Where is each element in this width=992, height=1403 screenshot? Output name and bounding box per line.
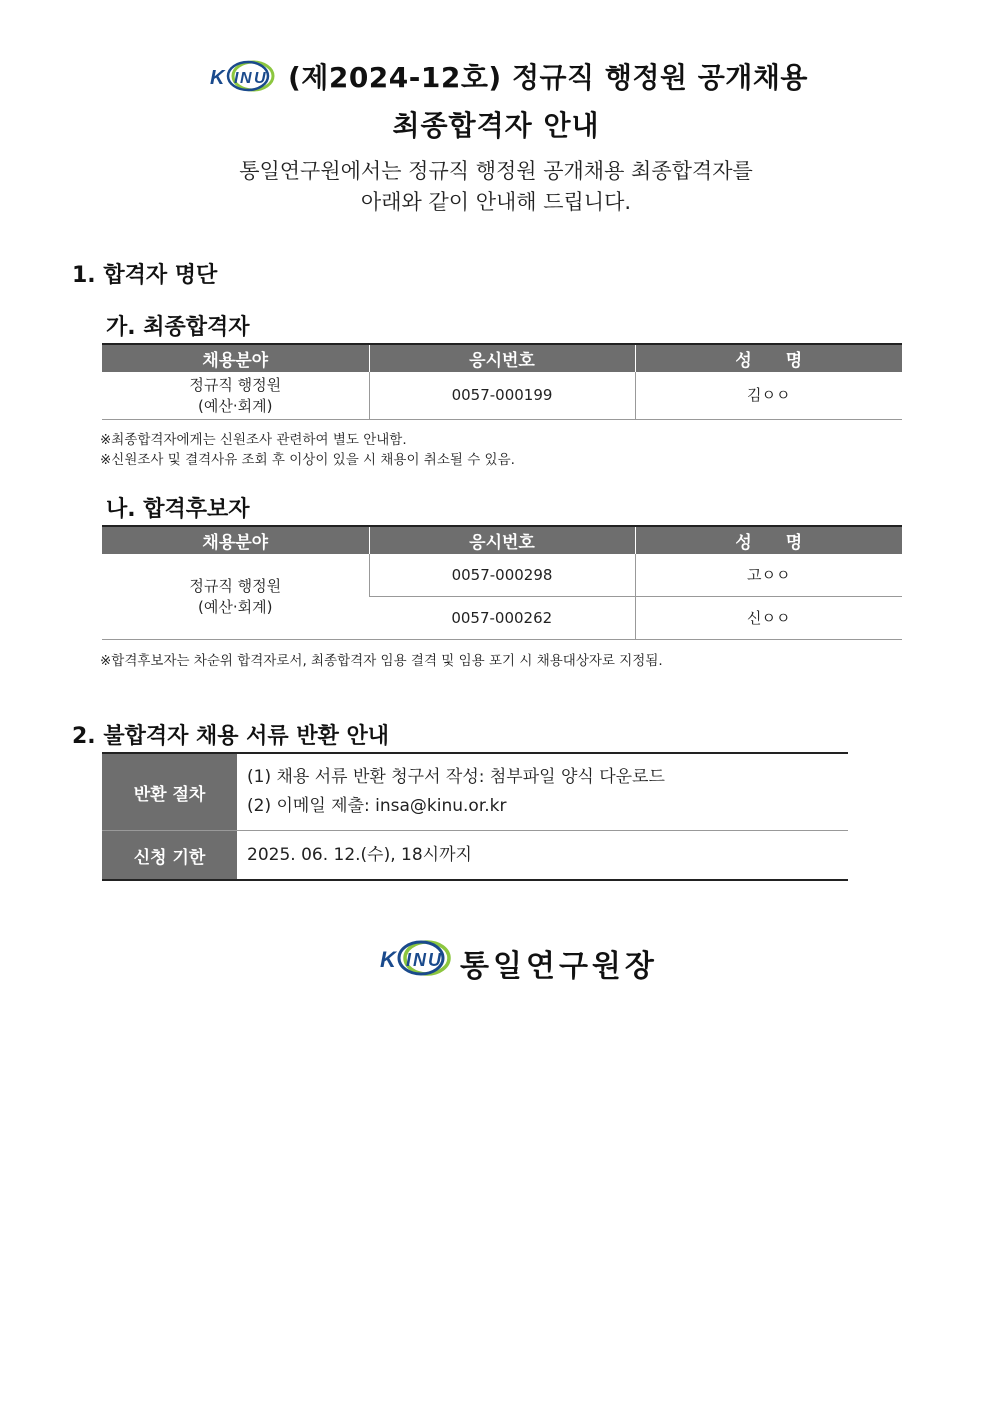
- svg-text:K: K: [210, 67, 225, 89]
- note-line: ※신원조사 및 결격사유 조회 후 이상이 있을 시 채용이 취소될 수 있음.: [100, 452, 515, 468]
- name-cell: 고ㅇㅇ: [635, 554, 902, 597]
- table-row: [102, 372, 902, 420]
- intro-text: [0, 156, 992, 218]
- svg-text:I: I: [406, 950, 412, 970]
- column-header-field: 채용분야: [102, 344, 369, 372]
- svg-text:N: N: [240, 70, 252, 87]
- procedure-step: (1) 채용 서류 반환 청구서 작성: 첨부파일 양식 다운로드: [247, 767, 665, 787]
- procedure-row: [102, 753, 848, 831]
- svg-text:U: U: [428, 950, 441, 970]
- return-info-table: [102, 752, 848, 881]
- number-cell: 0057-000298: [369, 554, 635, 597]
- procedure-value: [237, 753, 848, 831]
- title-row: [0, 52, 992, 98]
- procedure-label: 반환 절차: [102, 753, 237, 831]
- section2-heading: 2. 불합격자 채용 서류 반환 안내: [72, 724, 389, 749]
- intro-line: 통일연구원에서는 정규직 행정원 공개채용 최종합격자를: [239, 159, 753, 183]
- final-notes: [100, 430, 515, 470]
- column-header-name: 성 명: [635, 526, 902, 554]
- name-cell: 김ㅇㅇ: [635, 372, 902, 420]
- field-subtext: (예산·회계): [198, 396, 273, 415]
- document-title: (제2024-12호) 정규직 행정원 공개채용: [288, 61, 808, 94]
- table-header-row: [102, 526, 902, 554]
- reserve-note: ※합격후보자는 차순위 합격자로서, 최종합격자 임용 결격 및 임용 포기 시 채용대상자로 지정됨.: [100, 653, 663, 669]
- field-text: 정규직 행정원: [189, 576, 282, 595]
- number-cell: 0057-000199: [369, 372, 635, 420]
- deadline-label: 신청 기한: [102, 831, 237, 881]
- section1-heading: 1. 합격자 명단: [72, 263, 218, 288]
- note-line: ※최종합격자에게는 신원조사 관련하여 별도 안내함.: [100, 432, 407, 448]
- table-header-row: [102, 344, 902, 372]
- field-cell: [102, 554, 369, 640]
- field-text: 정규직 행정원: [189, 375, 282, 394]
- deadline-row: [102, 831, 848, 881]
- reserve-table: [102, 525, 902, 640]
- kinu-logo-icon: [380, 937, 456, 979]
- deadline-value: 2025. 06. 12.(수), 18시까지: [237, 831, 848, 881]
- svg-text:I: I: [234, 70, 239, 87]
- svg-text:K: K: [380, 947, 396, 972]
- kinu-logo-icon: [210, 58, 280, 94]
- document-subtitle: 최종합격자 안내: [392, 109, 600, 142]
- name-cell: 신ㅇㅇ: [635, 597, 902, 640]
- column-header-name: 성 명: [635, 344, 902, 372]
- intro-line: 아래와 같이 안내해 드립니다.: [360, 190, 632, 214]
- column-header-number: 응시번호: [369, 344, 635, 372]
- field-subtext: (예산·회계): [198, 597, 273, 616]
- number-cell: 0057-000262: [369, 597, 635, 640]
- svg-text:N: N: [413, 950, 426, 970]
- final-heading: 가. 최종합격자: [106, 315, 250, 340]
- field-cell: [102, 372, 369, 420]
- svg-text:U: U: [254, 70, 266, 87]
- column-header-field: 채용분야: [102, 526, 369, 554]
- procedure-step: (2) 이메일 제출: insa@kinu.or.kr: [247, 796, 507, 816]
- table-row: [102, 554, 902, 597]
- reserve-heading: 나. 합격후보자: [106, 497, 250, 522]
- title-block: [0, 52, 992, 144]
- signature-name: 통일연구원장: [460, 949, 658, 984]
- column-header-number: 응시번호: [369, 526, 635, 554]
- final-table: [102, 343, 902, 420]
